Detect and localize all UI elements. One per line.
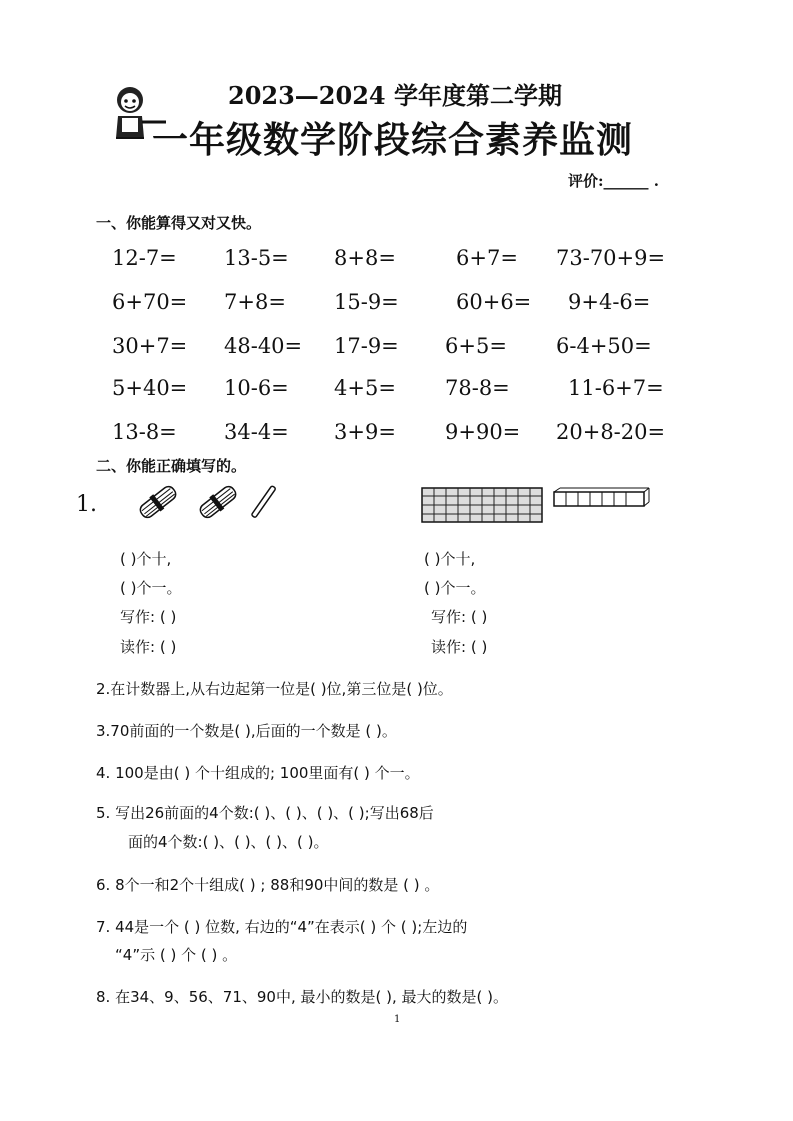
question-1-number: 1. (76, 492, 97, 517)
section2-title: 二、你能正确填写的。 (96, 457, 247, 475)
calc-item: 13-5= (224, 246, 289, 270)
q1-right-write[interactable]: 写作: ( ) (431, 608, 488, 626)
calc-item: 20+8-20= (556, 420, 666, 444)
question-8[interactable]: 8. 在34、9、56、71、90中, 最小的数是( ), 最大的数是( )。 (96, 988, 508, 1006)
question-5-cont[interactable]: 面的4个数:( )、( )、( )、( )。 (128, 833, 329, 851)
q1-left-write[interactable]: 写作: ( ) (120, 608, 177, 626)
calc-item: 10-6= (224, 376, 289, 400)
calc-item: 7+8= (224, 290, 286, 314)
calc-item: 78-8= (445, 376, 510, 400)
question-7-cont[interactable]: “4”示 ( ) 个 ( ) 。 (115, 946, 238, 964)
calc-item: 9+90= (445, 420, 521, 444)
q1-right-ones[interactable]: ( )个一。 (424, 579, 486, 597)
grade-label: 评价:______ . (568, 172, 659, 190)
year-term-line: 2023—2024 学年度第二学期 (228, 81, 562, 110)
calc-item: 3+9= (334, 420, 396, 444)
calc-item: 34-4= (224, 420, 289, 444)
calc-item: 8+8= (334, 246, 396, 270)
calc-item: 6+5= (445, 334, 507, 358)
calc-item: 17-9= (334, 334, 399, 358)
question-6[interactable]: 6. 8个一和2个十组成( ) ; 88和90中间的数是 ( ) 。 (96, 876, 440, 894)
q1-left-read[interactable]: 读作: ( ) (120, 638, 177, 656)
page-title: 一年级数学阶段综合素养监测 (152, 119, 634, 161)
calc-item: 30+7= (112, 334, 188, 358)
q1-right-read[interactable]: 读作: ( ) (431, 638, 488, 656)
q1-left-tens[interactable]: ( )个十, (120, 550, 172, 568)
calc-item: 6-4+50= (556, 334, 652, 358)
question-2[interactable]: 2.在计数器上,从右边起第一位是( )位,第三位是( )位。 (96, 680, 453, 698)
cube-blocks-icon (420, 486, 652, 524)
calc-item: 6+7= (456, 246, 518, 270)
q1-right-tens[interactable]: ( )个十, (424, 550, 476, 568)
calc-item: 11-6+7= (568, 376, 664, 400)
section1-title: 一、你能算得又对又快。 (96, 214, 262, 232)
calc-item: 15-9= (334, 290, 399, 314)
question-4[interactable]: 4. 100是由( ) 个十组成的; 100里面有( ) 个一。 (96, 764, 420, 782)
question-3[interactable]: 3.70前面的一个数是( ),后面的一个数是 ( )。 (96, 722, 397, 740)
calc-item: 5+40= (112, 376, 188, 400)
calc-item: 48-40= (224, 334, 303, 358)
calc-item: 4+5= (334, 376, 396, 400)
calc-item: 73-70+9= (556, 246, 666, 270)
calc-item: 6+70= (112, 290, 188, 314)
question-7[interactable]: 7. 44是一个 ( ) 位数, 右边的“4”在表示( ) 个 ( );左边的 (96, 918, 468, 936)
calc-item: 9+4-6= (568, 290, 651, 314)
stick-bundles-icon (136, 478, 286, 526)
calc-item: 12-7= (112, 246, 177, 270)
question-5[interactable]: 5. 写出26前面的4个数:( )、( )、( )、( );写出68后 (96, 804, 434, 822)
q1-left-ones[interactable]: ( )个一。 (120, 579, 182, 597)
calc-item: 60+6= (456, 290, 532, 314)
page-number: 1 (394, 1014, 401, 1025)
calc-item: 13-8= (112, 420, 177, 444)
